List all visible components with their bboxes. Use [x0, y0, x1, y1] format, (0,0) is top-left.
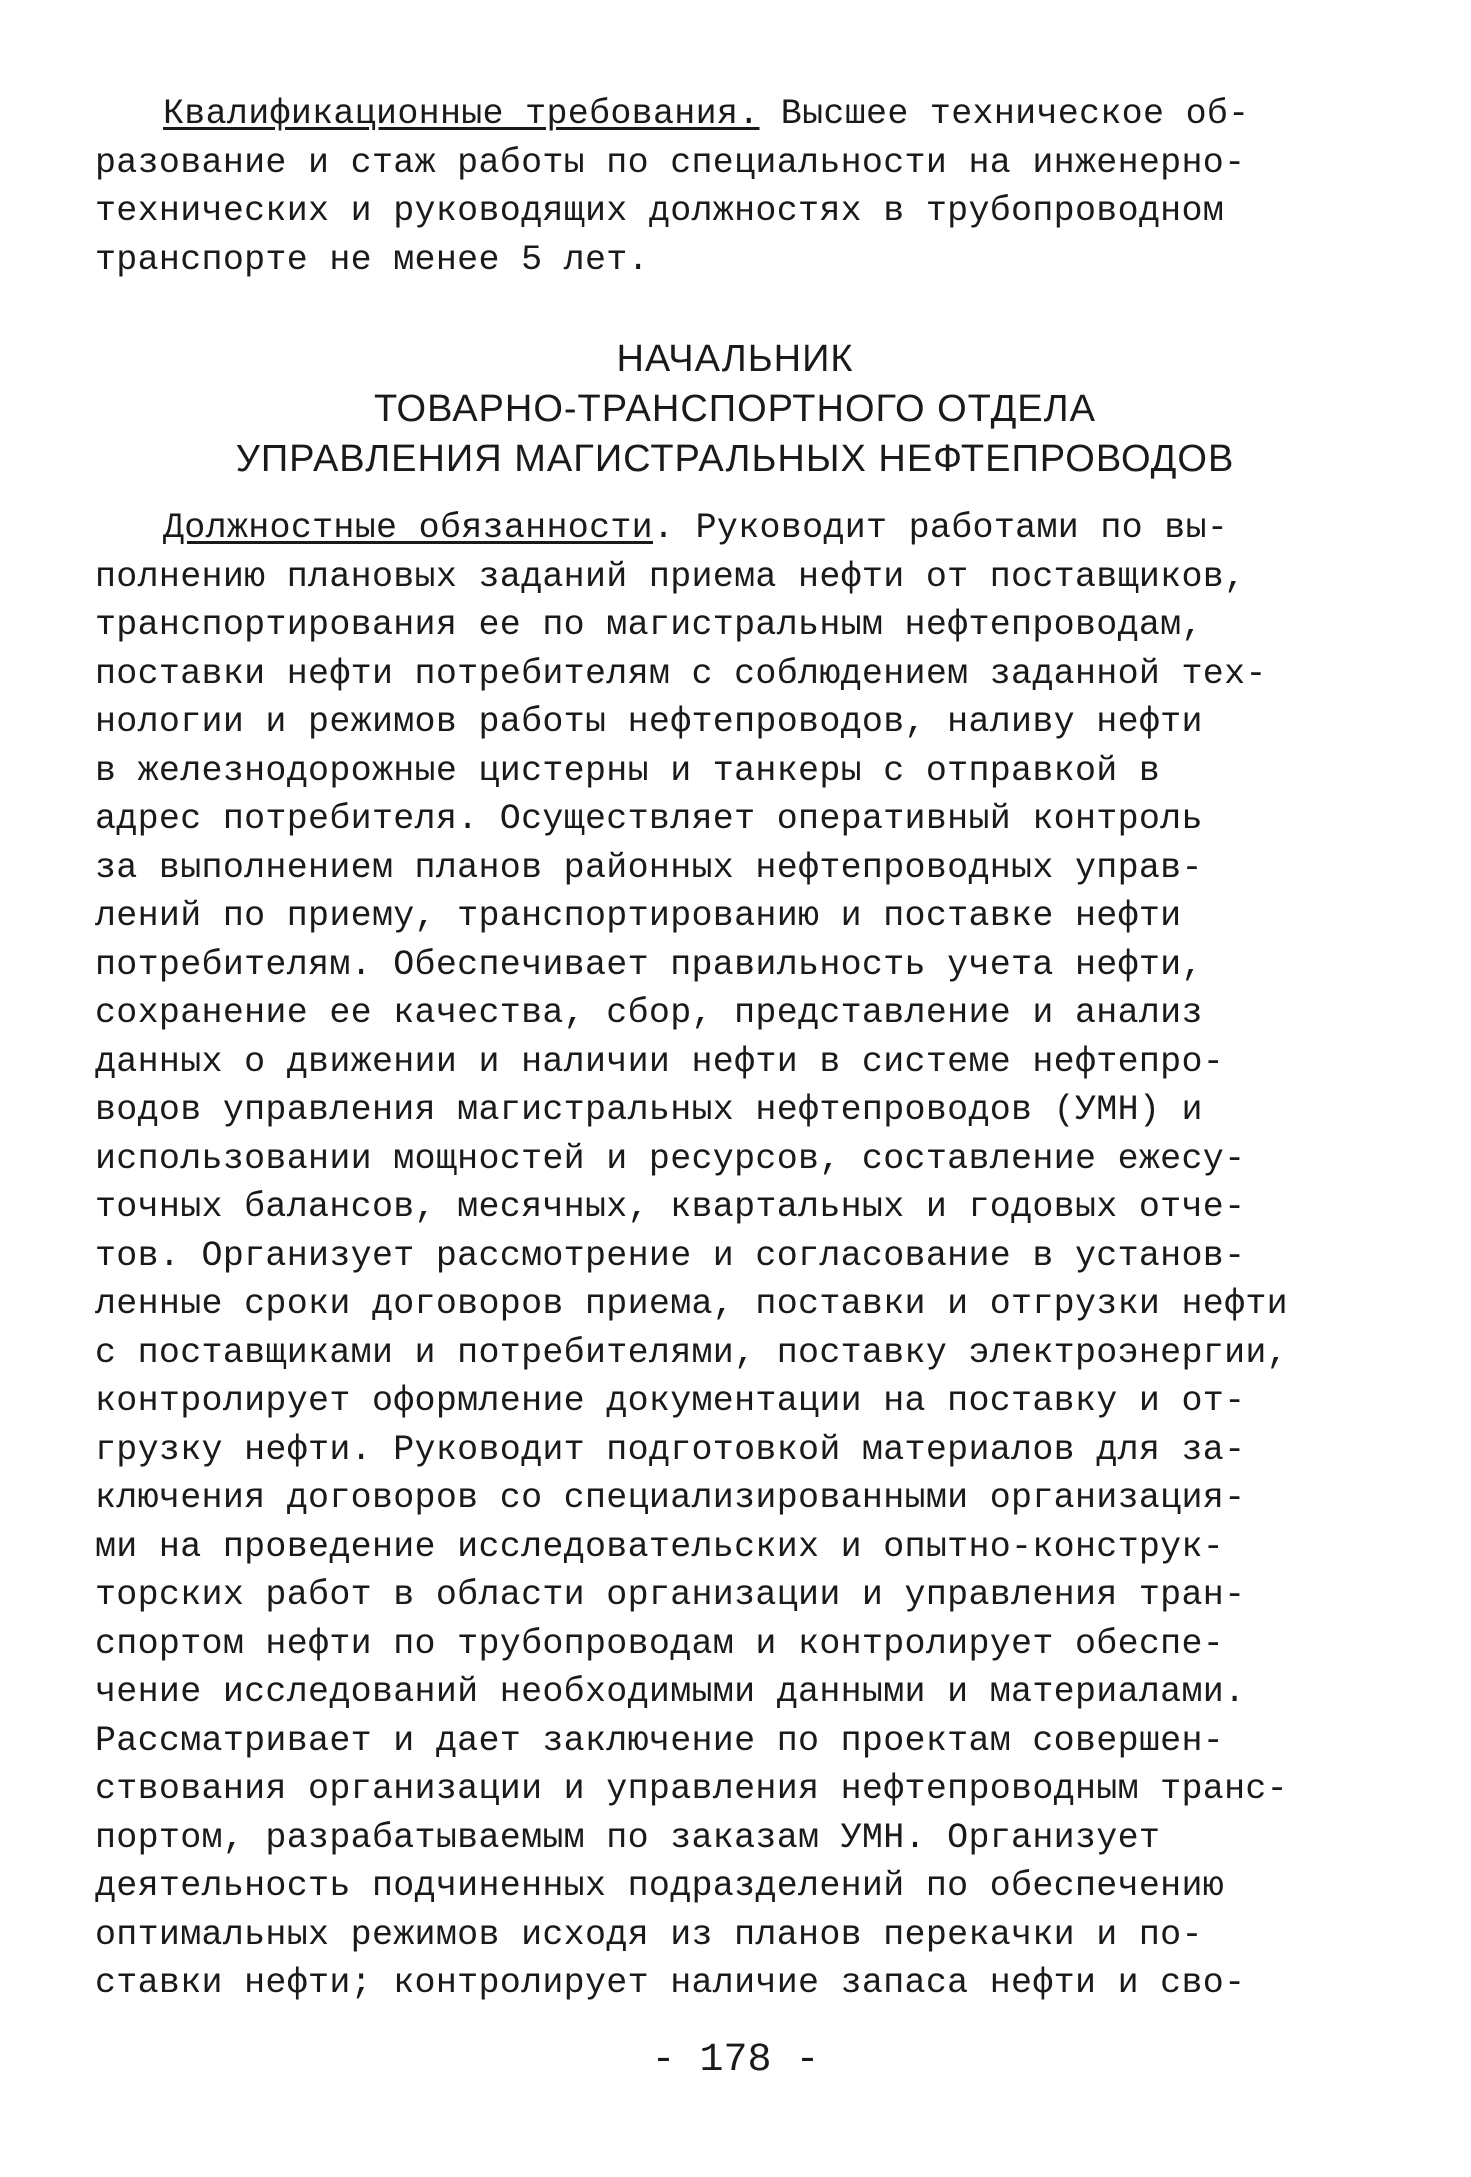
paragraph-line: транспортирования ее по магистральным нефтепроводам, — [95, 605, 1203, 645]
heading-line: ТОВАРНО-ТРАНСПОРТНОГО ОТДЕЛА — [374, 388, 1096, 430]
paragraph-line: портом, разрабатываемым по заказам УМН. Организует — [95, 1817, 1161, 1858]
paragraph-line: Рассматривает и дает заключение по проектам совершен- — [95, 1720, 1225, 1761]
paragraph-line: нологии и режимов работы нефтепроводов, наливу нефти — [95, 702, 1203, 742]
heading-line: НАЧАЛЬНИК — [616, 338, 854, 380]
section-heading — [95, 334, 1375, 484]
paragraph-line: в железнодорожные цистерны и танкеры с отправкой в — [95, 750, 1161, 791]
page-number: - 178 - — [651, 2038, 820, 2083]
paragraph-line: контролирует оформление документации на поставку и от- — [95, 1381, 1246, 1421]
paragraph-line: спортом нефти по трубопроводам и контролирует обеспе- — [95, 1623, 1225, 1664]
paragraph-line: оптимальных режимов исходя из планов перекачки и по- — [95, 1914, 1203, 1955]
paragraph-line: ставки нефти; контролирует наличие запаса нефти и сво- — [95, 1963, 1246, 2003]
paragraph-line: за выполнением планов районных нефтепроводных управ- — [95, 847, 1203, 888]
qualification-requirements-paragraph — [95, 90, 1375, 284]
paragraph-line: использовании мощностей и ресурсов, составление ежесу- — [95, 1138, 1246, 1179]
paragraph-line: технических и руководящих должностях в трубопроводном — [95, 191, 1225, 231]
qualification-requirements-label: Квалификационные требования. — [163, 94, 760, 134]
paragraph-line: тов. Организует рассмотрение и согласование в установ- — [95, 1235, 1246, 1276]
paragraph-line: транспорте не менее 5 лет. — [95, 239, 649, 280]
paragraph-line: водов управления магистральных нефтепроводов (УМН) и — [95, 1090, 1203, 1130]
paragraph-line: ми на проведение исследовательских и опытно-конструк- — [95, 1526, 1225, 1567]
heading-line: УПРАВЛЕНИЯ МАГИСТРАЛЬНЫХ НЕФТЕПРОВОДОВ — [235, 438, 1235, 480]
paragraph-line: ствования организации и управления нефтепроводным транс- — [95, 1769, 1288, 1809]
paragraph-line: точных балансов, месячных, квартальных и годовых отче- — [95, 1187, 1246, 1227]
paragraph-line: сохранение ее качества, сбор, представление и анализ — [95, 993, 1203, 1033]
paragraph-line: ключения договоров со специализированными организация- — [95, 1478, 1246, 1518]
paragraph-line: торских работ в области организации и управления тран- — [95, 1575, 1246, 1615]
paragraph-line: деятельность подчиненных подразделений по обеспечению — [95, 1866, 1225, 1906]
paragraph-line: данных о движении и наличии нефти в системе нефтепро- — [95, 1041, 1225, 1082]
job-duties-label: Должностные обязанности — [163, 508, 653, 548]
paragraph-line: лений по приему, транспортированию и поставке нефти — [95, 896, 1182, 936]
paragraph-line: с поставщиками и потребителями, поставку электроэнергии, — [95, 1332, 1288, 1373]
paragraph-line: полнению плановых заданий приема нефти от поставщиков, — [95, 556, 1246, 597]
paragraph-line: чение исследований необходимыми данными и материалами. — [95, 1672, 1246, 1712]
paragraph-line: разование и стаж работы по специальности на инженерно- — [95, 142, 1246, 183]
paragraph-line: адрес потребителя. Осуществляет оперативный контроль — [95, 799, 1203, 839]
paragraph-line: ленные сроки договоров приема, поставки и отгрузки нефти — [95, 1284, 1288, 1324]
paragraph-line: грузку нефти. Руководит подготовкой материалов для за- — [95, 1429, 1246, 1470]
document-page — [95, 90, 1375, 2008]
paragraph-line: потребителям. Обеспечивает правильность учета нефти, — [95, 944, 1203, 985]
paragraph-line: Должностные обязанности. Руководит работами по вы- — [163, 508, 1229, 548]
paragraph-line: поставки нефти потребителям с соблюдением заданной тех- — [95, 653, 1267, 694]
paragraph-line: Квалификационные требования. Высшее техническое об- — [163, 94, 1250, 134]
job-duties-paragraph — [95, 504, 1375, 2008]
